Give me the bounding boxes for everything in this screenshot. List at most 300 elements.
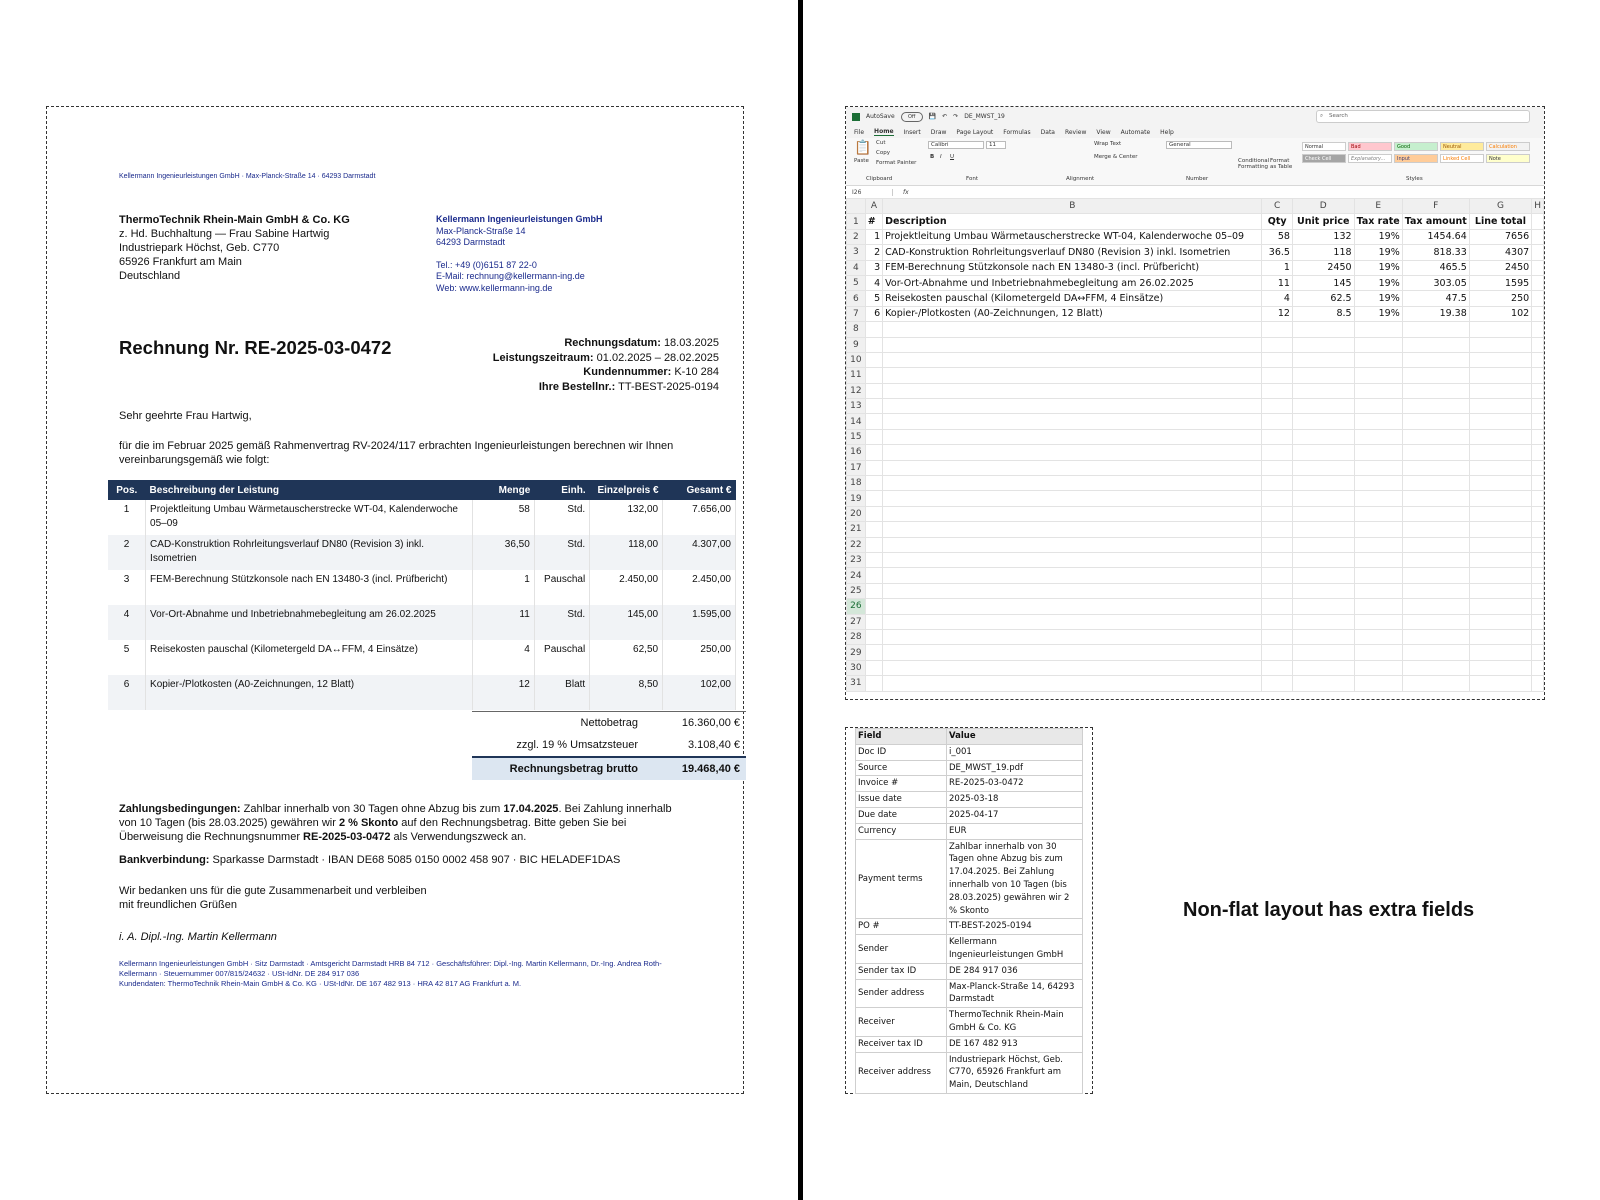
sheet-cell[interactable] — [1532, 414, 1544, 429]
row-number[interactable]: 5 — [847, 275, 866, 290]
sheet-cell[interactable] — [1469, 552, 1531, 567]
row-number[interactable]: 10 — [847, 352, 866, 367]
column-letter[interactable]: E — [1354, 199, 1402, 214]
sheet-cell[interactable] — [1354, 629, 1402, 644]
sheet-cell[interactable] — [1292, 660, 1354, 675]
sheet-cell[interactable] — [1262, 583, 1293, 598]
sheet-cell[interactable] — [1532, 491, 1544, 506]
sheet-cell[interactable] — [1354, 352, 1402, 367]
sheet-cell[interactable] — [883, 522, 1262, 537]
sheet-cell[interactable] — [883, 476, 1262, 491]
column-letter[interactable]: F — [1402, 199, 1469, 214]
column-letter[interactable]: G — [1469, 199, 1531, 214]
style-check-cell[interactable]: Check Cell — [1302, 154, 1346, 163]
sheet-cell[interactable] — [1354, 552, 1402, 567]
sheet-cell[interactable] — [883, 352, 1262, 367]
sheet-cell[interactable] — [1402, 460, 1469, 475]
sheet-cell[interactable] — [1469, 383, 1531, 398]
sheet-cell[interactable] — [1354, 337, 1402, 352]
paste-icon[interactable]: 📋 — [854, 140, 872, 156]
sheet-cell[interactable] — [1292, 583, 1354, 598]
sheet-cell[interactable] — [1354, 522, 1402, 537]
conditional-formatting-button[interactable]: Conditional Formatting — [1238, 158, 1270, 170]
sheet-cell[interactable] — [1292, 599, 1354, 614]
row-number[interactable]: 18 — [847, 476, 866, 491]
sheet-cell[interactable]: 7656 — [1469, 229, 1531, 244]
sheet-cell[interactable] — [1262, 352, 1293, 367]
sheet-cell[interactable] — [1402, 429, 1469, 444]
sheet-cell[interactable]: 1 — [1262, 260, 1293, 275]
sheet-cell[interactable] — [1292, 506, 1354, 521]
column-letter[interactable]: C — [1262, 199, 1293, 214]
sheet-cell[interactable] — [1292, 568, 1354, 583]
style-good[interactable]: Good — [1394, 142, 1438, 151]
format-painter-button[interactable]: Format Painter — [876, 160, 917, 166]
row-number[interactable]: 29 — [847, 645, 866, 660]
sheet-cell[interactable] — [1469, 599, 1531, 614]
sheet-cell[interactable]: 19% — [1354, 229, 1402, 244]
row-number[interactable]: 19 — [847, 491, 866, 506]
sheet-cell[interactable] — [865, 645, 882, 660]
sheet-cell[interactable] — [1532, 568, 1544, 583]
sheet-cell[interactable]: 2 — [865, 245, 882, 260]
sheet-cell[interactable]: Description — [883, 214, 1262, 229]
sheet-cell[interactable] — [1532, 214, 1544, 229]
sheet-cell[interactable]: Vor-Ort-Abnahme und Inbetriebnahmebegleitung am 26.02.2025 — [883, 275, 1262, 290]
sheet-cell[interactable] — [865, 322, 882, 337]
menu-insert[interactable]: Insert — [903, 128, 921, 136]
row-number[interactable]: 8 — [847, 322, 866, 337]
column-letter[interactable]: A — [865, 199, 882, 214]
sheet-cell[interactable]: 11 — [1262, 275, 1293, 290]
sheet-cell[interactable] — [1262, 383, 1293, 398]
style-linked-cell[interactable]: Linked Cell — [1440, 154, 1484, 163]
style-note[interactable]: Note — [1486, 154, 1530, 163]
style-bad[interactable]: Bad — [1348, 142, 1392, 151]
row-number[interactable]: 11 — [847, 368, 866, 383]
sheet-cell[interactable] — [1532, 552, 1544, 567]
sheet-cell[interactable] — [865, 522, 882, 537]
sheet-cell[interactable] — [1292, 368, 1354, 383]
sheet-cell[interactable]: 250 — [1469, 291, 1531, 306]
number-format-select[interactable]: General — [1166, 141, 1232, 149]
sheet-cell[interactable] — [1292, 552, 1354, 567]
sheet-cell[interactable] — [1292, 629, 1354, 644]
row-number[interactable]: 28 — [847, 629, 866, 644]
sheet-cell[interactable] — [883, 599, 1262, 614]
sheet-cell[interactable] — [865, 583, 882, 598]
sheet-cell[interactable] — [1292, 645, 1354, 660]
sheet-cell[interactable] — [1532, 629, 1544, 644]
sheet-cell[interactable] — [1354, 676, 1402, 691]
menu-data[interactable]: Data — [1040, 128, 1055, 136]
sheet-cell[interactable] — [1532, 383, 1544, 398]
sheet-cell[interactable] — [1354, 568, 1402, 583]
sheet-cell[interactable] — [883, 399, 1262, 414]
sheet-cell[interactable] — [1402, 414, 1469, 429]
sheet-cell[interactable] — [1292, 352, 1354, 367]
sheet-cell[interactable] — [883, 614, 1262, 629]
sheet-cell[interactable] — [1292, 676, 1354, 691]
sheet-cell[interactable] — [1469, 629, 1531, 644]
autosave-toggle[interactable]: Off — [901, 112, 923, 122]
sheet-cell[interactable] — [1532, 229, 1544, 244]
row-number[interactable]: 22 — [847, 537, 866, 552]
sheet-cell[interactable]: 102 — [1469, 306, 1531, 321]
sheet-cell[interactable] — [883, 583, 1262, 598]
sheet-cell[interactable]: Kopier-/Plotkosten (A0-Zeichnungen, 12 Blatt) — [883, 306, 1262, 321]
menu-page-layout[interactable]: Page Layout — [956, 128, 994, 136]
sheet-cell[interactable]: 62.5 — [1292, 291, 1354, 306]
sheet-cell[interactable]: 47.5 — [1402, 291, 1469, 306]
style-input[interactable]: Input — [1394, 154, 1438, 163]
sheet-cell[interactable] — [1292, 383, 1354, 398]
sheet-cell[interactable] — [883, 322, 1262, 337]
row-number[interactable]: 23 — [847, 552, 866, 567]
sheet-cell[interactable] — [1532, 275, 1544, 290]
sheet-cell[interactable] — [1262, 337, 1293, 352]
row-number[interactable]: 7 — [847, 306, 866, 321]
sheet-cell[interactable] — [1469, 676, 1531, 691]
column-letter[interactable]: D — [1292, 199, 1354, 214]
row-number[interactable]: 9 — [847, 337, 866, 352]
row-number[interactable]: 25 — [847, 583, 866, 598]
sheet-cell[interactable] — [1532, 522, 1544, 537]
sheet-cell[interactable]: 36.5 — [1262, 245, 1293, 260]
row-number[interactable]: 21 — [847, 522, 866, 537]
name-box[interactable]: I26 — [852, 189, 893, 196]
sheet-cell[interactable] — [1292, 522, 1354, 537]
sheet-cell[interactable] — [1262, 368, 1293, 383]
sheet-cell[interactable] — [883, 383, 1262, 398]
style-normal[interactable]: Normal — [1302, 142, 1346, 151]
sheet-cell[interactable] — [1532, 476, 1544, 491]
sheet-cell[interactable] — [1354, 383, 1402, 398]
sheet-cell[interactable] — [865, 399, 882, 414]
sheet-cell[interactable] — [865, 476, 882, 491]
sheet-cell[interactable] — [865, 337, 882, 352]
sheet-cell[interactable] — [1354, 322, 1402, 337]
sheet-cell[interactable] — [1354, 599, 1402, 614]
sheet-cell[interactable] — [1469, 337, 1531, 352]
sheet-cell[interactable] — [1292, 414, 1354, 429]
sheet-cell[interactable]: # — [865, 214, 882, 229]
menu-help[interactable]: Help — [1160, 128, 1174, 136]
sheet-cell[interactable] — [865, 491, 882, 506]
sheet-cell[interactable]: CAD-Konstruktion Rohrleitungsverlauf DN80 (Revision 3) inkl. Isometrien — [883, 245, 1262, 260]
sheet-cell[interactable] — [1402, 522, 1469, 537]
sheet-cell[interactable] — [883, 337, 1262, 352]
format-as-table-button[interactable]: Format as Table — [1270, 158, 1293, 170]
sheet-cell[interactable] — [1402, 368, 1469, 383]
menu-home[interactable]: Home — [874, 128, 894, 135]
sheet-cell[interactable] — [1354, 645, 1402, 660]
sheet-cell[interactable]: 8.5 — [1292, 306, 1354, 321]
sheet-cell[interactable] — [1292, 337, 1354, 352]
sheet-cell[interactable] — [865, 537, 882, 552]
sheet-cell[interactable]: 2450 — [1469, 260, 1531, 275]
sheet-cell[interactable]: Projektleitung Umbau Wärmetauscherstrecke WT-04, Kalenderwoche 05–09 — [883, 229, 1262, 244]
sheet-cell[interactable] — [1469, 583, 1531, 598]
row-number[interactable]: 31 — [847, 676, 866, 691]
row-number[interactable]: 14 — [847, 414, 866, 429]
sheet-cell[interactable]: 58 — [1262, 229, 1293, 244]
cut-button[interactable]: Cut — [876, 140, 886, 146]
sheet-cell[interactable] — [1469, 368, 1531, 383]
sheet-cell[interactable] — [865, 599, 882, 614]
sheet-cell[interactable] — [865, 414, 882, 429]
sheet-cell[interactable] — [883, 429, 1262, 444]
menu-file[interactable]: File — [854, 128, 865, 136]
sheet-cell[interactable] — [1402, 629, 1469, 644]
sheet-cell[interactable]: Line total — [1469, 214, 1531, 229]
sheet-cell[interactable]: 4307 — [1469, 245, 1531, 260]
sheet-cell[interactable] — [1532, 291, 1544, 306]
sheet-cell[interactable]: 19% — [1354, 306, 1402, 321]
column-letter[interactable]: B — [883, 199, 1262, 214]
sheet-cell[interactable] — [1354, 537, 1402, 552]
sheet-cell[interactable] — [1292, 614, 1354, 629]
sheet-cell[interactable] — [1292, 491, 1354, 506]
sheet-cell[interactable] — [1262, 491, 1293, 506]
sheet-cell[interactable] — [1354, 491, 1402, 506]
sheet-cell[interactable] — [1532, 260, 1544, 275]
sheet-cell[interactable] — [865, 352, 882, 367]
sheet-cell[interactable] — [1262, 445, 1293, 460]
sheet-cell[interactable] — [1262, 506, 1293, 521]
sheet-cell[interactable] — [1532, 460, 1544, 475]
merge-center-button[interactable]: Merge & Center — [1094, 154, 1138, 160]
sheet-cell[interactable] — [1354, 429, 1402, 444]
sheet-cell[interactable] — [1532, 337, 1544, 352]
sheet-cell[interactable] — [1469, 506, 1531, 521]
sheet-cell[interactable] — [1532, 645, 1544, 660]
row-number[interactable]: 2 — [847, 229, 866, 244]
sheet-cell[interactable] — [1292, 537, 1354, 552]
sheet-cell[interactable] — [1402, 537, 1469, 552]
sheet-cell[interactable] — [1402, 445, 1469, 460]
sheet-cell[interactable]: Reisekosten pauschal (Kilometergeld DA↔FFM, 4 Einsätze) — [883, 291, 1262, 306]
sheet-cell[interactable] — [1532, 245, 1544, 260]
sheet-cell[interactable] — [1532, 368, 1544, 383]
sheet-cell[interactable] — [1532, 445, 1544, 460]
sheet-cell[interactable]: 19% — [1354, 245, 1402, 260]
style-neutral[interactable]: Neutral — [1440, 142, 1484, 151]
sheet-cell[interactable] — [1292, 399, 1354, 414]
sheet-cell[interactable] — [883, 552, 1262, 567]
sheet-cell[interactable] — [1354, 399, 1402, 414]
sheet-cell[interactable] — [1262, 552, 1293, 567]
sheet-cell[interactable] — [883, 368, 1262, 383]
sheet-cell[interactable] — [1262, 537, 1293, 552]
row-number[interactable]: 3 — [847, 245, 866, 260]
sheet-cell[interactable] — [1292, 429, 1354, 444]
sheet-cell[interactable] — [1262, 429, 1293, 444]
sheet-cell[interactable] — [865, 506, 882, 521]
sheet-cell[interactable] — [1262, 322, 1293, 337]
sheet-cell[interactable] — [1402, 383, 1469, 398]
row-number[interactable]: 12 — [847, 383, 866, 398]
sheet-cell[interactable]: Tax rate — [1354, 214, 1402, 229]
sheet-cell[interactable] — [1292, 476, 1354, 491]
sheet-cell[interactable] — [1402, 476, 1469, 491]
sheet-cell[interactable] — [865, 445, 882, 460]
sheet-cell[interactable] — [1532, 676, 1544, 691]
sheet-cell[interactable]: 19% — [1354, 260, 1402, 275]
menu-formulas[interactable]: Formulas — [1003, 128, 1031, 136]
sheet-cell[interactable] — [1469, 645, 1531, 660]
sheet-cell[interactable] — [1262, 414, 1293, 429]
sheet-cell[interactable] — [1402, 614, 1469, 629]
sheet-cell[interactable] — [883, 414, 1262, 429]
sheet-cell[interactable] — [1262, 568, 1293, 583]
copy-button[interactable]: Copy — [876, 150, 890, 156]
sheet-cell[interactable] — [1354, 476, 1402, 491]
sheet-cell[interactable]: 465.5 — [1402, 260, 1469, 275]
sheet-cell[interactable]: Tax amount — [1402, 214, 1469, 229]
sheet-cell[interactable] — [1402, 660, 1469, 675]
sheet-cell[interactable] — [1262, 476, 1293, 491]
row-number[interactable]: 15 — [847, 429, 866, 444]
menu-automate[interactable]: Automate — [1120, 128, 1151, 136]
sheet-cell[interactable] — [1532, 352, 1544, 367]
sheet-cell[interactable] — [1292, 445, 1354, 460]
sheet-cell[interactable]: 132 — [1292, 229, 1354, 244]
sheet-cell[interactable] — [1469, 522, 1531, 537]
sheet-cell[interactable] — [1532, 599, 1544, 614]
row-number[interactable]: 4 — [847, 260, 866, 275]
sheet-cell[interactable] — [1262, 614, 1293, 629]
sheet-cell[interactable] — [1532, 429, 1544, 444]
sheet-cell[interactable] — [1402, 506, 1469, 521]
sheet-cell[interactable]: 6 — [865, 306, 882, 321]
sheet-cell[interactable] — [1354, 506, 1402, 521]
sheet-cell[interactable]: 303.05 — [1402, 275, 1469, 290]
sheet-cell[interactable] — [883, 645, 1262, 660]
sheet-cell[interactable] — [1354, 660, 1402, 675]
paste-button[interactable]: Paste — [854, 158, 869, 164]
sheet-cell[interactable] — [1402, 322, 1469, 337]
sheet-cell[interactable] — [1402, 645, 1469, 660]
sheet-cell[interactable]: Qty — [1262, 214, 1293, 229]
sheet-cell[interactable]: Unit price — [1292, 214, 1354, 229]
sheet-cell[interactable] — [1262, 599, 1293, 614]
style-calculation[interactable]: Calculation — [1486, 142, 1530, 151]
search-box[interactable] — [1316, 110, 1530, 123]
column-letter[interactable]: H — [1532, 199, 1544, 214]
sheet-cell[interactable] — [865, 676, 882, 691]
sheet-cell[interactable]: 818.33 — [1402, 245, 1469, 260]
sheet-cell[interactable] — [883, 506, 1262, 521]
sheet-cell[interactable]: 4 — [865, 275, 882, 290]
sheet-cell[interactable] — [1402, 552, 1469, 567]
sheet-cell[interactable]: 1595 — [1469, 275, 1531, 290]
sheet-cell[interactable] — [1532, 322, 1544, 337]
sheet-cell[interactable] — [883, 491, 1262, 506]
sheet-cell[interactable] — [1532, 506, 1544, 521]
sheet-cell[interactable] — [1469, 614, 1531, 629]
sheet-cell[interactable] — [1402, 583, 1469, 598]
sheet-cell[interactable]: 4 — [1262, 291, 1293, 306]
sheet-cell[interactable] — [1402, 676, 1469, 691]
sheet-cell[interactable]: 2450 — [1292, 260, 1354, 275]
sheet-cell[interactable]: 118 — [1292, 245, 1354, 260]
menu-review[interactable]: Review — [1064, 128, 1087, 136]
sheet-cell[interactable] — [1469, 568, 1531, 583]
sheet-cell[interactable] — [1354, 445, 1402, 460]
sheet-cell[interactable]: 1454.64 — [1402, 229, 1469, 244]
sheet-cell[interactable] — [1469, 445, 1531, 460]
sheet-cell[interactable] — [865, 552, 882, 567]
sheet-cell[interactable]: 5 — [865, 291, 882, 306]
underline-button[interactable]: U — [950, 154, 955, 160]
sheet-cell[interactable]: FEM-Berechnung Stützkonsole nach EN 13480-3 (incl. Prüfbericht) — [883, 260, 1262, 275]
save-icon[interactable]: 💾 — [928, 113, 937, 120]
sheet-cell[interactable] — [1532, 399, 1544, 414]
sheet-cell[interactable] — [883, 568, 1262, 583]
sheet-cell[interactable] — [1354, 460, 1402, 475]
sheet-cell[interactable] — [1469, 399, 1531, 414]
sheet-cell[interactable] — [883, 676, 1262, 691]
sheet-cell[interactable]: 19.38 — [1402, 306, 1469, 321]
sheet-cell[interactable]: 19% — [1354, 291, 1402, 306]
sheet-cell[interactable] — [1469, 414, 1531, 429]
row-number[interactable]: 13 — [847, 399, 866, 414]
sheet-cell[interactable] — [1469, 537, 1531, 552]
sheet-cell[interactable] — [1402, 352, 1469, 367]
row-number[interactable]: 30 — [847, 660, 866, 675]
sheet-cell[interactable] — [865, 629, 882, 644]
sheet-cell[interactable] — [1469, 660, 1531, 675]
sheet-cell[interactable] — [1469, 460, 1531, 475]
sheet-cell[interactable] — [1402, 491, 1469, 506]
sheet-cell[interactable] — [865, 568, 882, 583]
row-number[interactable]: 6 — [847, 291, 866, 306]
sheet-grid[interactable] — [846, 198, 1544, 692]
sheet-cell[interactable] — [865, 660, 882, 675]
sheet-cell[interactable] — [1354, 614, 1402, 629]
sheet-cell[interactable] — [1532, 660, 1544, 675]
sheet-cell[interactable] — [1402, 399, 1469, 414]
italic-button[interactable]: I — [940, 154, 942, 160]
row-number[interactable]: 20 — [847, 506, 866, 521]
sheet-cell[interactable] — [1262, 676, 1293, 691]
sheet-cell[interactable] — [1402, 337, 1469, 352]
file-name[interactable]: DE_MWST_19 — [964, 113, 1005, 120]
sheet-cell[interactable] — [1532, 583, 1544, 598]
menu-draw[interactable]: Draw — [930, 128, 947, 136]
sheet-cell[interactable] — [1469, 491, 1531, 506]
sheet-cell[interactable] — [865, 614, 882, 629]
sheet-cell[interactable]: 12 — [1262, 306, 1293, 321]
sheet-cell[interactable]: 145 — [1292, 275, 1354, 290]
sheet-cell[interactable] — [1469, 429, 1531, 444]
undo-icon[interactable]: ↶ — [942, 113, 948, 120]
sheet-cell[interactable] — [1262, 522, 1293, 537]
style-explanatory[interactable]: Explanatory... — [1348, 154, 1392, 163]
sheet-cell[interactable]: 3 — [865, 260, 882, 275]
sheet-cell[interactable] — [883, 460, 1262, 475]
sheet-cell[interactable] — [1262, 660, 1293, 675]
row-number[interactable]: 16 — [847, 445, 866, 460]
sheet-cell[interactable] — [883, 629, 1262, 644]
sheet-cell[interactable] — [1354, 414, 1402, 429]
sheet-cell[interactable] — [1262, 645, 1293, 660]
sheet-cell[interactable] — [883, 537, 1262, 552]
sheet-cell[interactable] — [883, 445, 1262, 460]
sheet-cell[interactable] — [1292, 460, 1354, 475]
sheet-cell[interactable] — [1262, 629, 1293, 644]
